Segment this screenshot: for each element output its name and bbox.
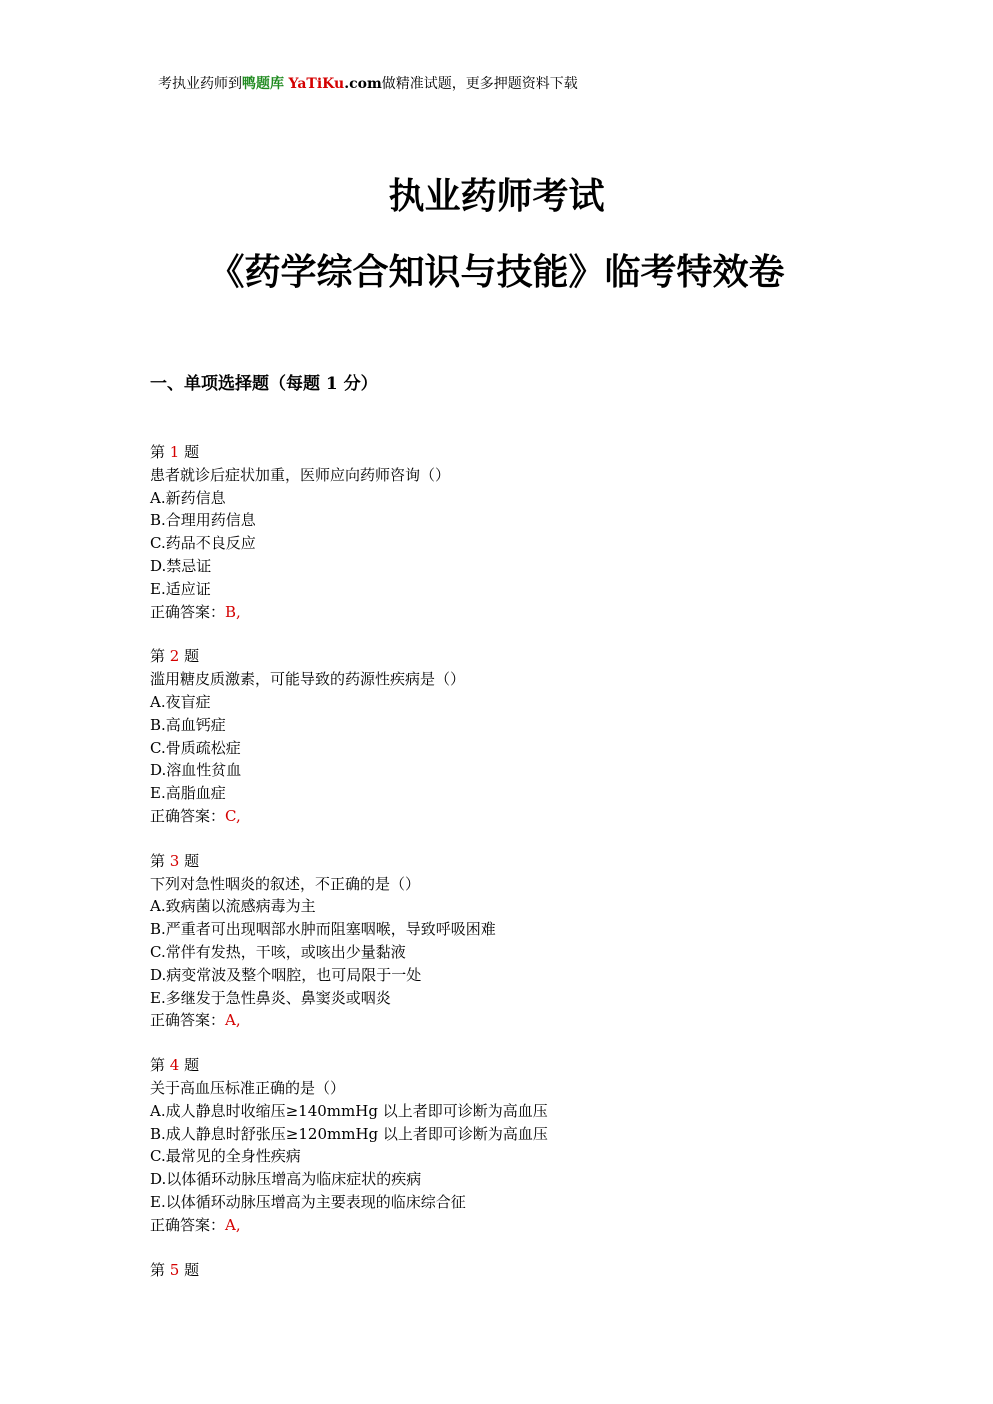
option-a: A.成人静息时收缩压≥140mmHg 以上者即可诊断为高血压 (150, 1101, 548, 1120)
option-b: B.合理用药信息 (150, 511, 256, 530)
option-c: C.最常见的全身性疾病 (150, 1147, 301, 1166)
option-c: C.骨质疏松症 (150, 738, 241, 757)
answer-value: A, (225, 1011, 241, 1030)
question-1 (150, 441, 850, 623)
answer-value: C, (225, 806, 241, 825)
option-a: A.新药信息 (150, 488, 226, 507)
option-b: B.严重者可出现咽部水肿而阻塞咽喉，导致呼吸困难 (150, 920, 496, 939)
question-5 (150, 1259, 850, 1282)
answer-value: A, (225, 1215, 241, 1234)
option-c: C.常伴有发热，干咳，或咳出少量黏液 (150, 942, 406, 961)
option-d: D.病变常波及整个咽腔，也可局限于一处 (150, 965, 422, 984)
option-b: B.高血钙症 (150, 715, 226, 734)
answer-value: B, (225, 602, 241, 621)
brand-name-en[interactable]: YaTiKu (288, 76, 345, 92)
answer-line: 正确答案：B, (150, 602, 241, 621)
doc-title: 执业药师考试 (388, 175, 605, 217)
question-number: 第 4 题 (150, 1056, 200, 1075)
option-b: B.成人静息时舒张压≥120mmHg 以上者即可诊断为高血压 (150, 1124, 548, 1143)
doc-subtitle: 《药学综合知识与技能》临考特效卷 (208, 251, 785, 293)
option-e: E.高脂血症 (150, 784, 226, 803)
question-number: 第 2 题 (150, 647, 200, 666)
option-e: E.以体循环动脉压增高为主要表现的临床综合征 (150, 1192, 466, 1211)
answer-line: 正确答案：A, (150, 1011, 241, 1030)
question-number: 第 5 题 (150, 1260, 200, 1279)
question-list (150, 441, 850, 1303)
banner-suffix: 做精准试题，更多押题资料下载 (381, 76, 578, 92)
option-a: A.致病菌以流感病毒为主 (150, 897, 316, 916)
option-d: D.禁忌证 (150, 556, 212, 575)
banner-prefix: 考执业药师到 (158, 76, 242, 92)
answer-line: 正确答案：A, (150, 1215, 241, 1234)
question-stem: 患者就诊后症状加重，医师应向药师咨询（） (150, 465, 451, 484)
question-stem: 滥用糖皮质激素，可能导致的药源性疾病是（） (150, 670, 466, 689)
question-2 (150, 645, 850, 827)
question-stem: 关于高血压标准正确的是（） (150, 1078, 346, 1097)
site-banner (158, 74, 578, 94)
option-d: D.溶血性贫血 (150, 761, 242, 780)
option-c: C.药品不良反应 (150, 534, 256, 553)
brand-name-cn[interactable]: 鸭题库 (242, 76, 284, 92)
answer-line: 正确答案：C, (150, 806, 241, 825)
option-d: D.以体循环动脉压增高为临床症状的疾病 (150, 1170, 422, 1189)
option-e: E.多继发于急性鼻炎、鼻窦炎或咽炎 (150, 988, 391, 1007)
option-e: E.适应证 (150, 579, 211, 598)
question-3 (150, 850, 850, 1032)
option-a: A.夜盲症 (150, 692, 211, 711)
question-stem: 下列对急性咽炎的叙述，不正确的是（） (150, 874, 421, 893)
section-heading: 一、单项选择题（每题 1 分） (150, 374, 378, 394)
question-number: 第 3 题 (150, 851, 200, 870)
brand-domain[interactable]: .com (344, 76, 382, 92)
question-4 (150, 1054, 850, 1236)
question-number: 第 1 题 (150, 443, 200, 461)
